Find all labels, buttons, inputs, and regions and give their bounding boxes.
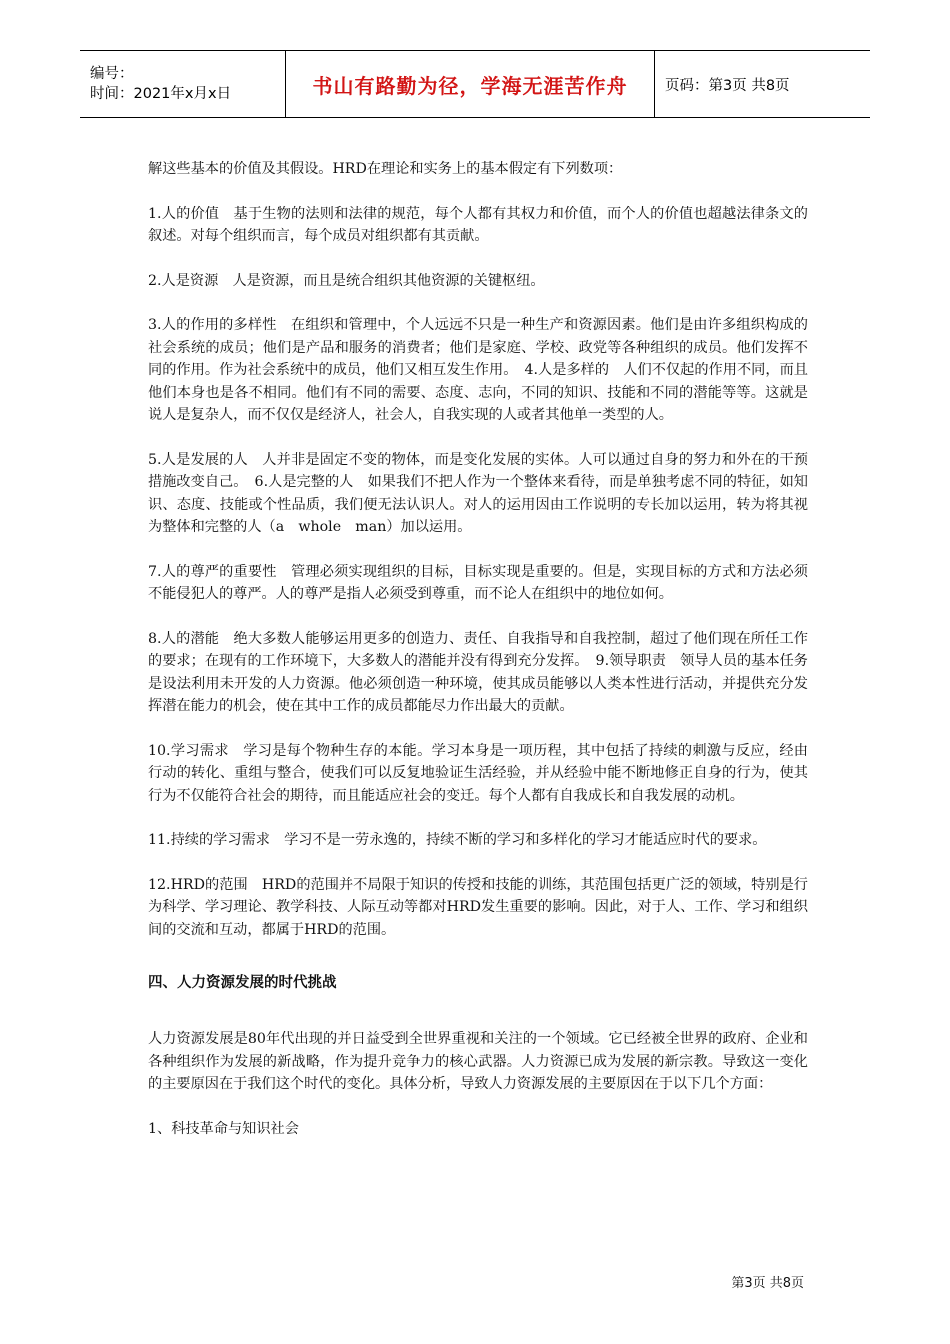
paragraph: 12.HRD的范围 HRD的范围并不局限于知识的传授和技能的训练，其范围包括更广泛的领域，特别是行为科学、学习理论、教学科技、人际互动等都对HRD发生重要的影响。因此，对于人、工作、学习和组织间的交流和互动，都属于HRD的范围。 [148, 876, 808, 938]
paragraph: 解这些基本的价值及其假设。HRD在理论和实务上的基本假定有下列数项： [148, 161, 623, 177]
paragraph: 2.人是资源 人是资源，而且是统合组织其他资源的关键枢纽。 [148, 272, 545, 289]
page-footer: 第3页 共8页 [731, 1276, 804, 1291]
document-time-label: 时间：2021年x月x日 [90, 86, 232, 102]
section-heading: 四、人力资源发展的时代挑战 [148, 975, 337, 991]
paragraph: 5.人是发展的人 人并非是固定不变的物体，而是变化发展的实体。人可以通过自身的努力和外在的干预措施改变自己。 6.人是完整的人 如果我们不把人作为一个整体来看待，而是单独考虑不同的特征，如知识、态度、技能或个性品质，我们便无法认识人。对人的运用因由工作说明的专长加以运用，转为将其视为整体和完整的人（a whole man）加以运用。 [148, 451, 808, 535]
document-number-label: 编号： [90, 66, 134, 82]
paragraph: 11.持续的学习需求 学习不是一劳永逸的，持续不断的学习和多样化的学习才能适应时代的要求。 [148, 832, 767, 848]
header-meta [80, 51, 285, 117]
paragraph: 人力资源发展是80年代出现的并日益受到全世界重视和关注的一个领域。它已经被全世界的政府、企业和各种组织作为发展的新战略，作为提升竞争力的核心武器。人力资源已成为发展的新宗教。导致这一变化的主要原因在于我们这个时代的变化。具体分析，导致人力资源发展的主要原因在于以下几个方面： [148, 1031, 808, 1092]
header-motto: 书山有路勤为径，学海无涯苦作舟 [285, 51, 655, 117]
page-header [80, 50, 870, 118]
paragraph: 3.人的作用的多样性 在组织和管理中，个人远远不只是一种生产和资源因素。他们是由许多组织构成的社会系统的成员；他们是产品和服务的消费者；他们是家庭、学校、政党等各种组织的成员。他们发挥不同的作用。作为社会系统中的成员，他们又相互发生作用。 4.人是多样的 人们不仅起的作用不同，而且他们本身也是各不相同。他们有不同的需要、态度、志向，不同的知识、技能和不同的潜能等等。这就是说人是复杂人，而不仅仅是经济人，社会人，自我实现的人或者其他单一类型的人。 [148, 317, 808, 423]
paragraph: 10.学习需求 学习是每个物种生存的本能。学习本身是一项历程，其中包括了持续的刺激与反应，经由行动的转化、重组与整合，使我们可以反复地验证生活经验，并从经验中能不断地修正自身的行为，使其行为不仅能符合社会的期待，而且能适应社会的变迁。每个人都有自我成长和自我发展的动机。 [148, 742, 808, 804]
paragraph: 1.人的价值 基于生物的法则和法律的规范，每个人都有其权力和价值，而个人的价值也超越法律条文的叙述。对每个组织而言，每个成员对组织都有其贡献。 [148, 205, 808, 244]
header-page-code: 页码：第3页 共8页 [665, 77, 790, 94]
document-body [148, 158, 808, 1162]
paragraph: 7.人的尊严的重要性 管理必须实现组织的目标，目标实现是重要的。但是，实现目标的方式和方法必须不能侵犯人的尊严。人的尊严是指人必须受到尊重，而不论人在组织中的地位如何。 [148, 563, 808, 602]
subsection-title: 1、科技革命与知识社会 [148, 1120, 299, 1137]
paragraph: 8.人的潜能 绝大多数人能够运用更多的创造力、责任、自我指导和自我控制，超过了他们现在所任工作的要求；在现有的工作环境下，大多数人的潜能并没有得到充分发挥。 9.领导职责 领导人员的基本任务是设法利用未开发的人力资源。他必须创造一种环境，使其成员能够以人类本性进行活动，并提供充分发挥潜在能力的机会，使在其中工作的成员都能尽力作出最大的贡献。 [148, 630, 808, 714]
